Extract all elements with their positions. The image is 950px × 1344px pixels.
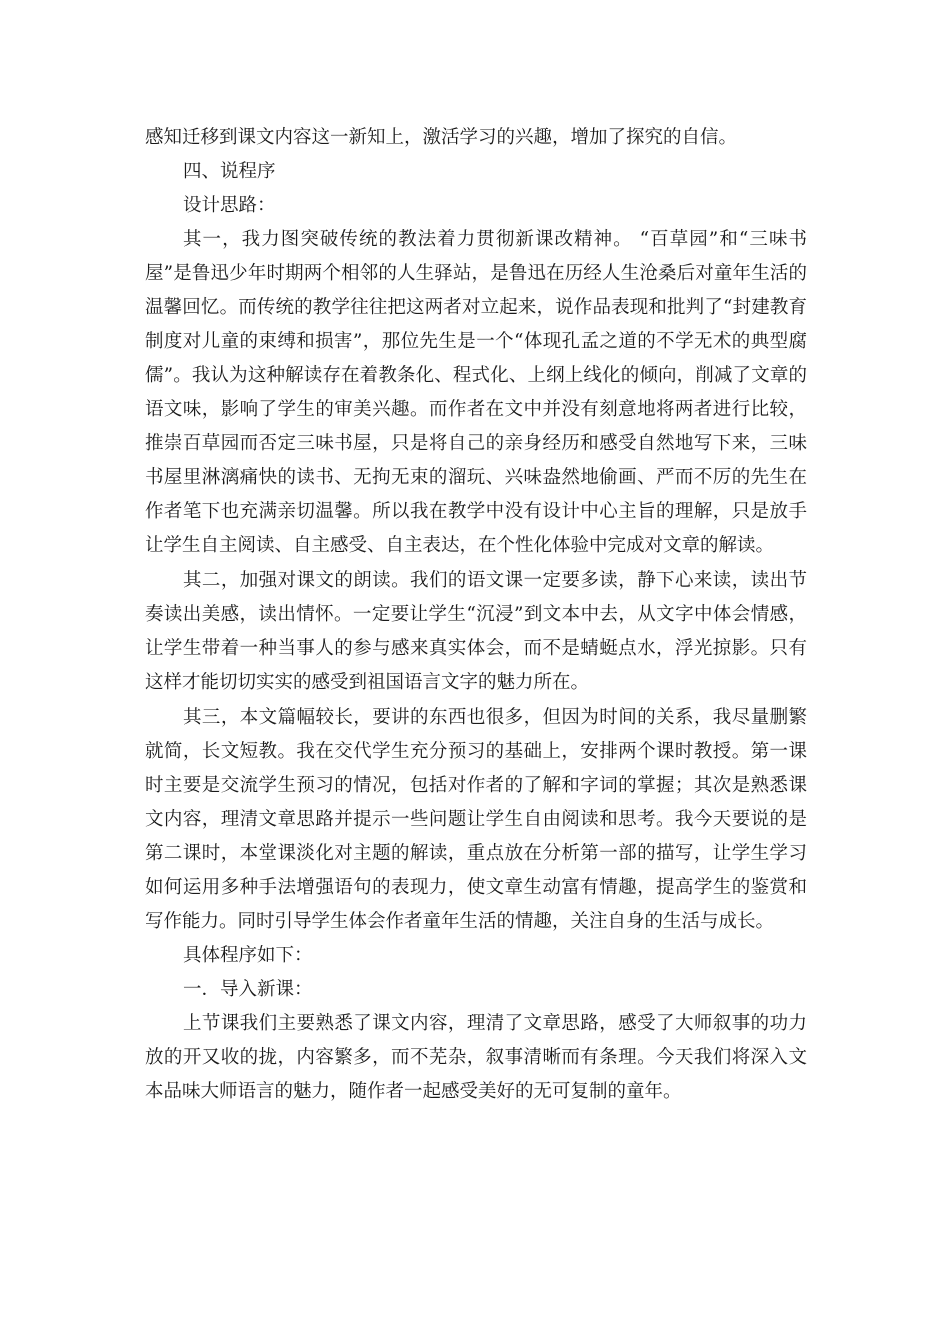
paragraph-point-one: 其一，我力图突破传统的教法着力贯彻新课改精神。 “百草园”和“三味书屋”是鲁迅少年时期两个相邻的人生驿站，是鲁迅在历经人生沧桑后对童年生活的温馨回忆。而传统的教学往往把这两者对立起来，说作品表现和批判了“封建教育制度对儿童的束缚和损害”，那位先生是一个“体现孔孟之道的不学无术的典型腐儒”。我认为这种解读存在着教条化、程式化、上纲上线化的倾向，削减了文章的语文味，影响了学生的审美兴趣。而作者在文中并没有刻意地将两者进行比较，推崇百草园而否定三味书屋，只是将自己的亲身经历和感受自然地写下来，三味书屋里淋漓痛快的读书、无拘无束的溜玩、兴味盎然地偷画、严而不厉的先生在作者笔下也充满亲切温馨。所以我在教学中没有设计中心主旨的理解，只是放手让学生自主阅读、自主感受、自主表达，在个性化体验中完成对文章的解读。 (145, 229, 807, 556)
paragraph-point-two: 其二，加强对课文的朗读。我们的语文课一定要多读，静下心来读，读出节奏读出美感，读出情怀。一定要让学生“沉浸”到文本中去，从文字中体会情感，让学生带着一种当事人的参与感来真实体会，而不是蜻蜓点水，浮光掠影。只有这样才能切切实实的感受到祖国语言文字的魅力所在。 (145, 570, 807, 693)
paragraph-point-three: 其三，本文篇幅较长，要讲的东西也很多，但因为时间的关系，我尽量删繁就简，长文短教。我在交代学生充分预习的基础上，安排两个课时教授。第一课时主要是交流学生预习的情况，包括对作者的了解和字词的掌握；其次是熟悉课文内容，理清文章思路并提示一些问题让学生自由阅读和思考。我今天要说的是第二课时，本堂课淡化对主题的解读，重点放在分析第一部的描写，让学生学习如何运用多种手法增强语句的表现力，使文章生动富有情趣，提高学生的鉴赏和写作能力。同时引导学生体会作者童年生活的情趣，关注自身的生活与成长。 (145, 707, 807, 932)
section-heading-procedure: 四、说程序 (183, 161, 276, 182)
subheading-design-idea: 设计思路： (183, 195, 276, 216)
subheading-specific-procedure: 具体程序如下： (183, 945, 313, 966)
subheading-introduce-lesson: 一．导入新课： (183, 979, 313, 1000)
document-body (145, 121, 807, 1109)
paragraph-continuation: 感知迁移到课文内容这一新知上，激活学习的兴趣，增加了探究的自信。 (145, 127, 738, 148)
paragraph-introduction: 上节课我们主要熟悉了课文内容，理清了文章思路，感受了大师叙事的功力放的开又收的拢，内容繁多，而不芜杂，叙事清晰而有条理。今天我们将深入文本品味大师语言的魅力，随作者一起感受美好的无可复制的童年。 (145, 1013, 807, 1102)
